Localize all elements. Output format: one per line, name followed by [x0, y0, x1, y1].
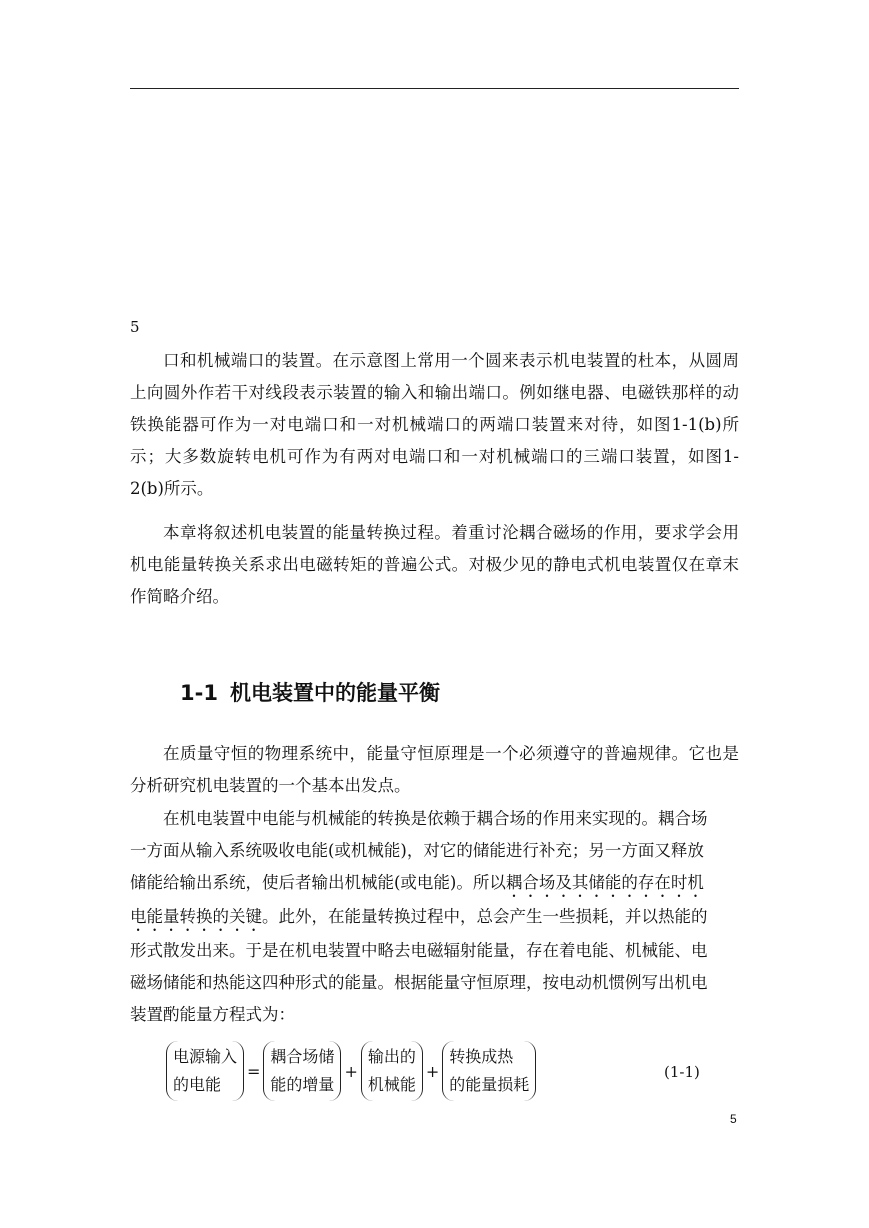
- page-number-top: 5: [130, 318, 140, 336]
- header-rule: [130, 88, 739, 89]
- paragraph-energy-conservation: 在质量守恒的物理系统中，能量守恒原理是一个必须遵守的普遍规律。它也是分析研究机电装置的一个基本出发点。: [130, 744, 739, 795]
- section-number: 1-1: [180, 681, 218, 705]
- equation-term-input: 电源输入 的电能: [166, 1041, 244, 1101]
- plus-sign: +: [344, 1061, 358, 1081]
- text-segment: 。此外，在能量转换过程中，总会产生一些损耗，并以热能的: [262, 907, 708, 926]
- text-line: [130, 901, 739, 935]
- paragraph-port-description: 口和机械端口的装置。在示意图上常用一个圆来表示机电装置的杜本，从圆周上向圆外作若干对线段表示装置的输入和输出端口。例如继电器、电磁铁那样的动铁换能器可作为一对电端口和一对机械端口的两端口装置来对待，如图1-1(b)所示；大多数旋转电机可作为有两对电端口和一对机械端口的三端口装置，如图1-2(b)所示。: [130, 351, 739, 498]
- text-segment: 储能给输出系统，使后者输出机械能(或电能)。所以: [130, 873, 506, 892]
- equation-number: (1-1): [664, 1063, 700, 1081]
- page-number-bottom: 5: [730, 1112, 737, 1126]
- text-line: [130, 867, 739, 901]
- paragraph-coupling-field: [130, 803, 739, 1031]
- paragraph-chapter-overview: 本章将叙述机电装置的能量转换过程。着重讨沦耦合磁场的作用，要求学会用机电能量转换关系求出电磁转矩的普遍公式。对极少见的静电式机电装置仅在章末作简略介绍。: [130, 523, 739, 606]
- equation-term-loss: 转换成热 的能量损耗: [442, 1041, 536, 1101]
- text-line: 一方面从输入系统吸收电能(或机械能)，对它的储能进行补充；另一方面又释放: [130, 841, 704, 860]
- equation-term-storage: 耦合场储 能的增量: [263, 1041, 341, 1101]
- plus-sign: +: [425, 1061, 440, 1081]
- equals-sign: =: [247, 1061, 261, 1081]
- text-line: 装置酌能量方程式为：: [130, 1005, 295, 1024]
- text-line: 在机电装置中电能与机械能的转换是依赖于耦合场的作用来实现的。耦合场: [163, 809, 708, 828]
- emphasized-text: 耦合场及其储能的存在时机: [505, 873, 704, 892]
- section-heading: [180, 677, 440, 707]
- emphasized-text: 电能量转换的关键: [130, 907, 262, 926]
- text-line: 磁场储能和热能这四种形式的能量。根据能量守恒原理，按电动机惯例写出机电: [130, 973, 708, 992]
- text-line: 形式散发出来。于是在机电装置中略去电磁辐射能量，存在着电能、机械能、电: [130, 941, 708, 960]
- section-title: 机电装置中的能量平衡: [229, 681, 440, 705]
- energy-equation: [166, 1039, 536, 1103]
- equation-term-mechanical: 输出的 机械能: [361, 1041, 423, 1101]
